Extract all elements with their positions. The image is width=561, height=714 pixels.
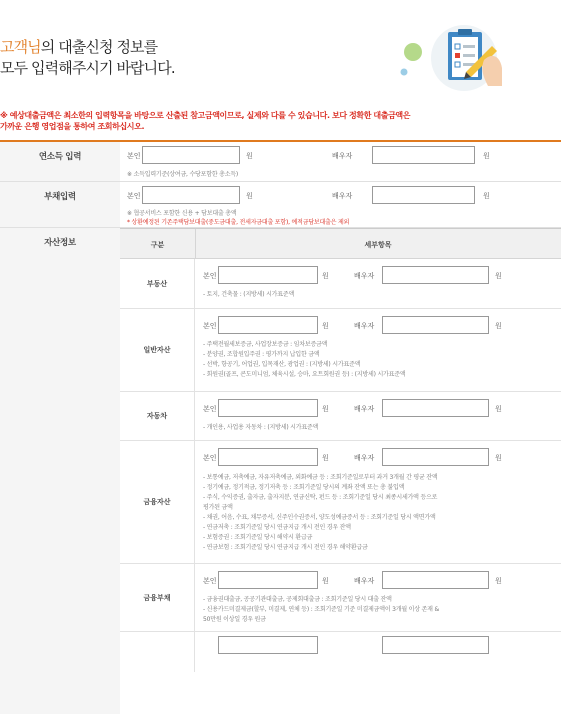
title-line2: 모두 입력해주시기 바랍니다. xyxy=(0,59,175,77)
income-row xyxy=(0,142,561,182)
asset-col-category: 구분 xyxy=(150,241,165,249)
asset-spouse-label: 배우자 xyxy=(354,577,375,585)
desc-line: - 채권, 어음, 수표, 채무증서, 신주인수권증서, 양도성예금증서 등 : 조회기준일 당시 액면가액 xyxy=(203,514,436,521)
asset-desc xyxy=(203,473,437,553)
asset-unit: 원 xyxy=(495,322,502,330)
notice-text xyxy=(0,110,561,132)
desc-line: - 연금보험 : 조회기준일 당시 연금지급 개시 전인 경우 해약환급금 xyxy=(203,544,368,551)
asset-unit: 원 xyxy=(322,322,329,330)
asset-category: 금융자산 xyxy=(120,441,195,563)
desc-line: - 보험증권 : 조회기준일 당시 해약시 환급금 xyxy=(203,534,313,541)
page-title xyxy=(0,37,175,79)
desc-line: - 개인용, 사업용 자동차 : (지방세) 시가표준액 xyxy=(203,424,319,431)
income-label: 연소득 입력 xyxy=(0,142,120,181)
asset-row-financial-debt xyxy=(120,564,561,632)
desc-line: 평가된 금액 xyxy=(203,504,233,511)
income-spouse-input[interactable] xyxy=(372,146,475,164)
asset-unit: 원 xyxy=(495,577,502,585)
general-spouse-input[interactable] xyxy=(382,316,489,334)
asset-row-real-estate xyxy=(120,259,561,309)
asset-self-label: 본인 xyxy=(203,405,217,413)
asset-row-financial xyxy=(120,441,561,564)
desc-line: - 보통예금, 저축예금, 자유저축예금, 외화예금 등 : 조회기준일로부터 과거 3개월 간 평균 잔액 xyxy=(203,474,438,481)
desc-line: - 분양권, 조합원입주권 : 평가까지 납입한 금액 xyxy=(203,351,320,358)
asset-label: 자산정보 xyxy=(0,228,120,714)
desc-line: - 주택전월세보증금, 사업장보증금 : 임차보증금액 xyxy=(203,341,328,348)
income-note: ※ 소득입력기준(상여금, 수당포함한 총소득) xyxy=(127,171,239,178)
desc-line: - 신용카드미결제금(할부, 미결제, 연체 등) : 조회기준일 기준 미결제금액이 3개월 이상 존재 & xyxy=(203,606,439,613)
title-highlight: 고객님 xyxy=(0,38,41,56)
asset-category-empty xyxy=(120,632,195,672)
asset-table-header xyxy=(120,229,561,259)
financial-self-input[interactable] xyxy=(218,448,318,466)
asset-spouse-label: 배우자 xyxy=(354,405,375,413)
asset-desc xyxy=(203,423,318,433)
debt-exclusion-note: * 상환예정된 기존주택담보대출(중도금대출, 전세자금대출 포함), 예적금담보대출은 제외 xyxy=(127,219,350,226)
asset-row-general xyxy=(120,309,561,392)
debt-note: ※ 협공서비스 포함한 신용 + 담보대출 총액 xyxy=(127,210,237,217)
real-estate-spouse-input[interactable] xyxy=(382,266,489,284)
asset-unit: 원 xyxy=(322,454,329,462)
asset-spouse-label: 배우자 xyxy=(354,454,375,462)
debt-spouse-unit: 원 xyxy=(483,192,490,200)
title-line1: 의 대출신청 정보를 xyxy=(40,38,158,56)
asset-unit: 원 xyxy=(495,405,502,413)
notice-line2: 가까운 은행 영업점을 통하여 조회하십시오. xyxy=(0,122,145,131)
income-self-label: 본인 xyxy=(127,152,141,160)
real-estate-self-input[interactable] xyxy=(218,266,318,284)
asset-unit: 원 xyxy=(322,405,329,413)
asset-unit: 원 xyxy=(322,577,329,585)
desc-line: - 주식, 수익증권, 출자금, 출자지분, 연금신탁, 펀드 등 : 조회기준일 당시 최종시세가액 등으로 xyxy=(203,494,438,501)
asset-desc xyxy=(203,340,405,380)
asset-self-label: 본인 xyxy=(203,454,217,462)
debt-self-label: 본인 xyxy=(127,192,141,200)
asset-col-detail: 세부항목 xyxy=(364,241,392,249)
next-spouse-input[interactable] xyxy=(382,636,489,654)
page-header xyxy=(0,0,561,110)
notice-line1: ※ 예상대출금액은 최소한의 입력항목을 바탕으로 산출된 참고금액이므로, 실제와 다를 수 있습니다. 보다 정확한 대출금액은 xyxy=(0,111,411,120)
general-self-input[interactable] xyxy=(218,316,318,334)
asset-category: 부동산 xyxy=(120,259,195,308)
asset-unit: 원 xyxy=(322,272,329,280)
asset-category: 자동차 xyxy=(120,392,195,440)
debt-self-input[interactable] xyxy=(142,186,240,204)
asset-self-label: 본인 xyxy=(203,577,217,585)
loan-form xyxy=(0,140,561,714)
asset-self-label: 본인 xyxy=(203,272,217,280)
debt-spouse-label: 배우자 xyxy=(332,192,353,200)
asset-self-label: 본인 xyxy=(203,322,217,330)
income-spouse-unit: 원 xyxy=(483,152,490,160)
income-self-input[interactable] xyxy=(142,146,240,164)
income-self-unit: 원 xyxy=(246,152,253,160)
asset-spouse-label: 배우자 xyxy=(354,322,375,330)
asset-category: 일반자산 xyxy=(120,309,195,391)
asset-row-vehicle xyxy=(120,392,561,441)
financial-spouse-input[interactable] xyxy=(382,448,489,466)
next-self-input[interactable] xyxy=(218,636,318,654)
asset-spouse-label: 배우자 xyxy=(354,272,375,280)
asset-unit: 원 xyxy=(495,454,502,462)
desc-line: - 회원권(골프, 콘도미니엄, 체육시설, 승마, 요트회원권 등) : (지방세) 시가표준액 xyxy=(203,371,406,378)
desc-line: - 토지, 건축물 : (지방세) 시가표준액 xyxy=(203,291,295,298)
clipboard-pen-illustration-icon xyxy=(396,22,506,94)
financial-debt-self-input[interactable] xyxy=(218,571,318,589)
asset-category: 금융부채 xyxy=(120,564,195,631)
asset-row-next xyxy=(120,632,561,672)
desc-line: 50만원 이상일 경우 원금 xyxy=(203,616,266,623)
desc-line: - 정기예금, 정기적금, 정기저축 등 : 조회기준일 당시의 계좌 잔액 또는 총 불입액 xyxy=(203,484,405,491)
financial-debt-spouse-input[interactable] xyxy=(382,571,489,589)
debt-spouse-input[interactable] xyxy=(372,186,475,204)
desc-line: - 선박, 항공기, 어업권, 입목재산, 광업권 : (지방세) 시가표준액 xyxy=(203,361,361,368)
desc-line: - 연금저축 : 조회기준일 당시 연금지급 개시 전인 경우 잔액 xyxy=(203,524,351,531)
debt-label: 부채입력 xyxy=(0,182,120,227)
desc-line: - 금융권대출금, 공공기관대출금, 공제회대출금 : 조회기준일 당시 대출 잔액 xyxy=(203,596,392,603)
debt-self-unit: 원 xyxy=(246,192,253,200)
asset-desc xyxy=(203,595,439,625)
vehicle-spouse-input[interactable] xyxy=(382,399,489,417)
debt-row xyxy=(0,182,561,228)
asset-table xyxy=(120,228,561,623)
asset-unit: 원 xyxy=(495,272,502,280)
income-spouse-label: 배우자 xyxy=(332,152,353,160)
asset-desc xyxy=(203,290,294,300)
vehicle-self-input[interactable] xyxy=(218,399,318,417)
